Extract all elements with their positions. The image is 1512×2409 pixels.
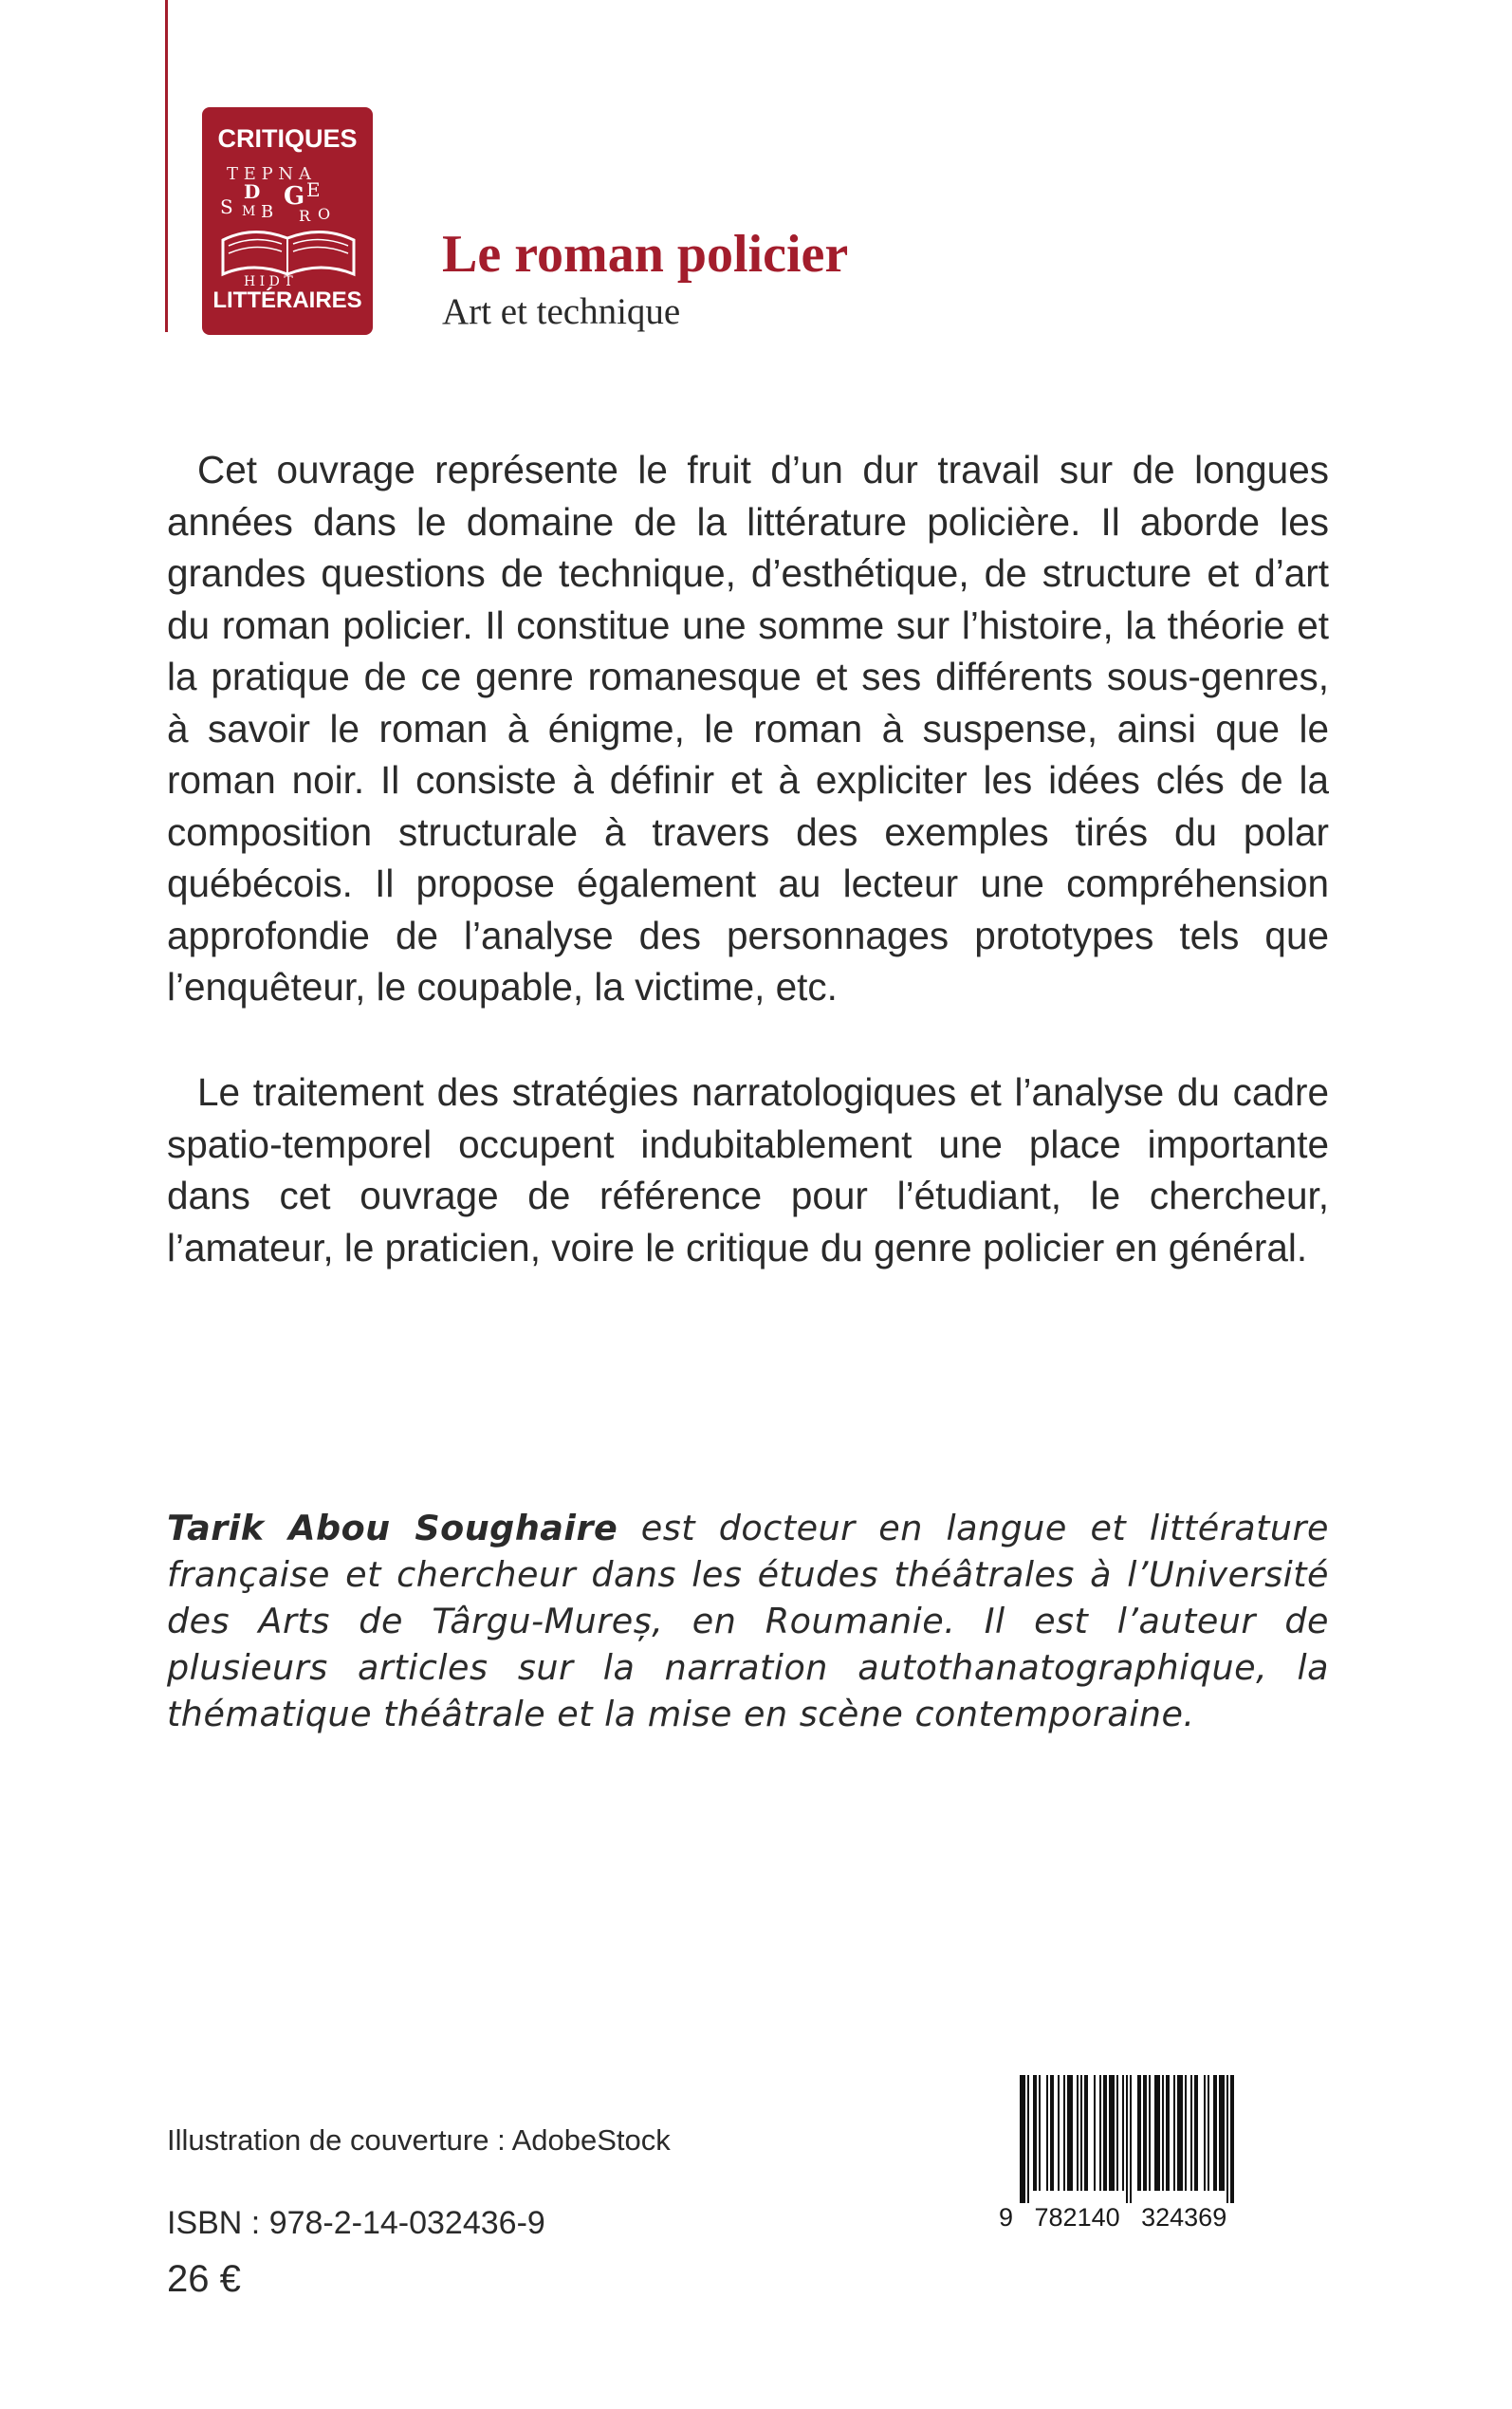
barcode-bar [1116, 2075, 1118, 2191]
title-block [442, 224, 848, 334]
barcode-bar [1103, 2075, 1107, 2191]
isbn: ISBN : 978-2-14-032436-9 [167, 2205, 545, 2241]
barcode-bar [1149, 2075, 1151, 2191]
barcode-bar [1067, 2075, 1073, 2191]
barcode-number: 9 782140 324369 [999, 2203, 1227, 2232]
author-bio-text: est docteur en langue et littérature française et chercheur dans les études théâtrales à l’Université des Arts de Târgu-Mureș, en Roumanie. Il est l’auteur de plusieurs articles sur la narration autothanatographique, la thématique théâtrale et la mise en scène contemporaine. [167, 1508, 1329, 1734]
svg-text:M: M [242, 204, 256, 219]
barcode-bar [1084, 2075, 1088, 2191]
barcode-bar [1027, 2075, 1029, 2203]
barcode-bar [1166, 2075, 1170, 2191]
summary-paragraph-1: Cet ouvrage représente le fruit d’un dur travail sur de longues années dans le domaine de la littérature policière. Il aborde les grandes questions de technique, d’esthétique, de structure et d’art du roman policier. Il constitue une somme sur l’histoire, la théorie et la pratique de ce genre romanesque et ses différents sous-genres, à savoir le roman à énigme, le roman à suspense, ainsi que le roman noir. Il consiste à définir et à expliciter les idées clés de la composition structurale à travers des exemples tirés du polar québécois. Il propose également au lecteur une compréhension approfondie de l’analyse des personnages prototypes tels que l’enquêteur, le coupable, la victime, etc. [167, 448, 1329, 1009]
barcode-bar [1173, 2075, 1175, 2191]
book-subtitle: Art et technique [442, 291, 681, 332]
svg-text:D: D [244, 180, 261, 203]
barcode-bar [1063, 2075, 1065, 2191]
barcode-bar [1033, 2075, 1037, 2191]
book-title: Le roman policier [442, 225, 849, 284]
svg-text:G: G [284, 182, 305, 211]
barcode [999, 2075, 1345, 2241]
series-logo [202, 107, 373, 335]
svg-text:E: E [306, 178, 321, 201]
barcode-bar [1219, 2075, 1225, 2191]
barcode-bar [1230, 2075, 1234, 2203]
barcode-bar [1190, 2075, 1192, 2191]
summary-paragraph-2: Le traitement des stratégies narratologiques et l’analyse du cadre spatio-temporel occupent indubitablement une place importante dans cet ouvrage de référence pour l’étudiant, le chercheur, l’amateur, le praticien, voire le critique du genre policier en général. [167, 1070, 1329, 1269]
svg-text:T E P N A: T E P N A [227, 164, 311, 184]
barcode-bar [1194, 2075, 1198, 2191]
illustration-credit: Illustration de couverture : AdobeStock [167, 2123, 671, 2157]
barcode-bar [1137, 2075, 1141, 2191]
barcode-bar [1162, 2075, 1164, 2191]
barcode-bar [1208, 2075, 1209, 2191]
open-book-icon [215, 158, 360, 287]
barcode-bar [1177, 2075, 1183, 2191]
barcode-bar [1226, 2075, 1228, 2203]
svg-text:H I D T: H I D T [244, 274, 293, 287]
svg-text:B: B [261, 202, 274, 222]
barcode-bar [1122, 2075, 1124, 2191]
author-bio [167, 1505, 1329, 1737]
barcode-bar [1204, 2075, 1206, 2191]
svg-text:R: R [299, 207, 311, 225]
barcode-bar [1154, 2075, 1160, 2191]
barcode-bar [1130, 2075, 1132, 2203]
barcode-bar [1077, 2075, 1079, 2191]
barcode-bar [1126, 2075, 1128, 2203]
red-vertical-rule [165, 0, 168, 332]
barcode-bar [1050, 2075, 1054, 2191]
barcode-bar [1046, 2075, 1048, 2191]
barcode-bar [1143, 2075, 1147, 2191]
barcode-bar [1094, 2075, 1096, 2191]
barcode-bar [1109, 2075, 1115, 2191]
series-logo-bottom-label: LITTÉRAIRES [212, 287, 362, 313]
author-name: Tarik Abou Soughaire [167, 1508, 618, 1548]
barcode-bar [1080, 2075, 1082, 2191]
barcode-bar [1039, 2075, 1041, 2191]
barcode-bar [1058, 2075, 1060, 2191]
barcode-bars [999, 2075, 1345, 2203]
barcode-bar [1213, 2075, 1217, 2191]
price: 26 € [167, 2258, 241, 2300]
barcode-bar [1020, 2075, 1025, 2203]
barcode-bar [1099, 2075, 1101, 2191]
barcode-bar [1185, 2075, 1187, 2191]
svg-text:O: O [318, 205, 331, 223]
svg-text:S: S [220, 195, 233, 218]
series-logo-top-label: CRITIQUES [217, 124, 358, 153]
